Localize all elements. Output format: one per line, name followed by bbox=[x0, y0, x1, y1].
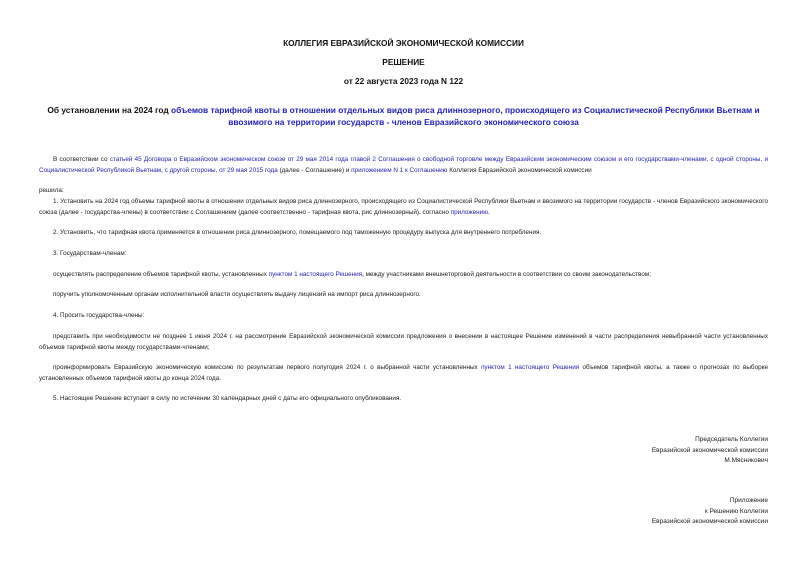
item-4-heading: 4. Просить государства-члены: bbox=[53, 312, 145, 319]
signatory-position: Председатель Коллегии bbox=[695, 436, 768, 443]
item-2-paragraph: 2. Установить, что тарифная квота применяется в отношении риса длиннозерного, помещаемого под таможенную процедуру выпуска для внутреннего потребления. bbox=[53, 229, 542, 236]
agreement-annex-link[interactable]: приложением N 1 к Соглашению bbox=[351, 166, 448, 174]
decision-point-1-link[interactable]: пунктом 1 настоящего Решения bbox=[268, 271, 363, 278]
title-prefix: Об установлении на 2024 год bbox=[47, 105, 171, 115]
item-1-text: 1. Установить на 2024 год объемы тарифной квоты в отношении отдельных видов риса длиннозерного, происходящего из Социалистической Республики Вьетнам и ввозимого на территории государств - членов Евразийского экономического союза (далее - государства-члены) в соответствии с Соглашением (далее соответственно - тарифная квота, рис длиннозерный), согласно bbox=[39, 198, 768, 216]
item-5-paragraph: 5. Настоящее Решение вступает в силу по истечении 30 календарных дней с даты его официального опубликования. bbox=[53, 395, 402, 402]
document-type: РЕШЕНИЕ bbox=[382, 57, 425, 67]
title-link[interactable]: объемов тарифной квоты в отношении отдельных видов риса длиннозерного, происходящего из Социалистической Республики Вьетнам и ввозимого на территории государств - членов Евразийского экономического союза bbox=[170, 105, 760, 127]
decision-point-1-link[interactable]: пунктом 1 настоящего Решения bbox=[481, 364, 580, 371]
signatory-name: М.Мясникович bbox=[724, 457, 768, 465]
preamble-paragraph bbox=[39, 155, 768, 176]
signatory-organization: Евразийской экономической комиссии bbox=[651, 446, 768, 454]
appendix-block bbox=[652, 496, 768, 528]
preamble-text: В соответствии со bbox=[53, 156, 110, 163]
appendix-label: Приложение bbox=[729, 497, 768, 504]
treaty-article-link[interactable]: статьей 45 Договора о Евразийском экономическом союзе от 29 мая 2014 года bbox=[109, 156, 349, 163]
appendix-reference: к Решению Коллегии bbox=[704, 507, 768, 515]
item-4b-text: проинформировать Евразийскую экономическую комиссию по результатам первого полугодия 2024 г. о выбранной части установленных bbox=[53, 364, 482, 371]
signature-block bbox=[652, 435, 768, 467]
collegium-heading: КОЛЛЕГИЯ ЕВРАЗИЙСКОЙ ЭКОНОМИЧЕСКОЙ КОМИССИИ bbox=[283, 38, 524, 48]
preamble-text: (далее - Соглашение) и bbox=[277, 166, 352, 174]
decided-label: решила: bbox=[39, 187, 64, 194]
item-1-paragraph bbox=[39, 197, 768, 218]
item-3-heading: 3. Государствам-членам: bbox=[53, 250, 127, 257]
item-3a-text: осуществлять распределение объемов тарифной квоты, установленных bbox=[53, 271, 269, 278]
agreement-chapter-link[interactable]: главой 2 Соглашения о свободной торговле между Евразийским экономическим союзом и его государствами-членами, с одной стороны, и Социалистической Республикой Вьетнам, с другой стороны, от 29 мая 2015 года bbox=[39, 156, 768, 174]
appendix-link[interactable]: приложению bbox=[450, 208, 488, 216]
item-3a-paragraph bbox=[39, 270, 768, 281]
item-4b-paragraph bbox=[39, 363, 768, 384]
item-4b-end: объемов тарифной квоты, а также о прогнозах по выборке установленных объемов тарифной квоты до конца 2024 года. bbox=[39, 364, 768, 382]
document-title bbox=[40, 104, 767, 128]
appendix-organization: Евразийской экономической комиссии bbox=[651, 518, 768, 526]
item-4a-paragraph: представить при необходимости не позднее 1 июня 2024 г. на рассмотрение Евразийской экономической комиссии предложения о внесении в настоящее Решение изменений в части распределения невыбранной части установленных объемов тарифной квоты между государствами-членами; bbox=[39, 333, 768, 351]
document-date-number: от 22 августа 2023 года N 122 bbox=[343, 76, 464, 86]
preamble-text: Коллегия Евразийской экономической комиссии bbox=[447, 166, 592, 174]
item-3b-paragraph: поручить уполномоченным органам исполнительной власти осуществлять выдачу лицензий на импорт риса длиннозерного. bbox=[53, 291, 421, 298]
item-1-end: . bbox=[487, 208, 490, 216]
item-3a-end: , между участниками внешнеторговой деятельности в соответствии со своим законодательством; bbox=[362, 271, 651, 278]
